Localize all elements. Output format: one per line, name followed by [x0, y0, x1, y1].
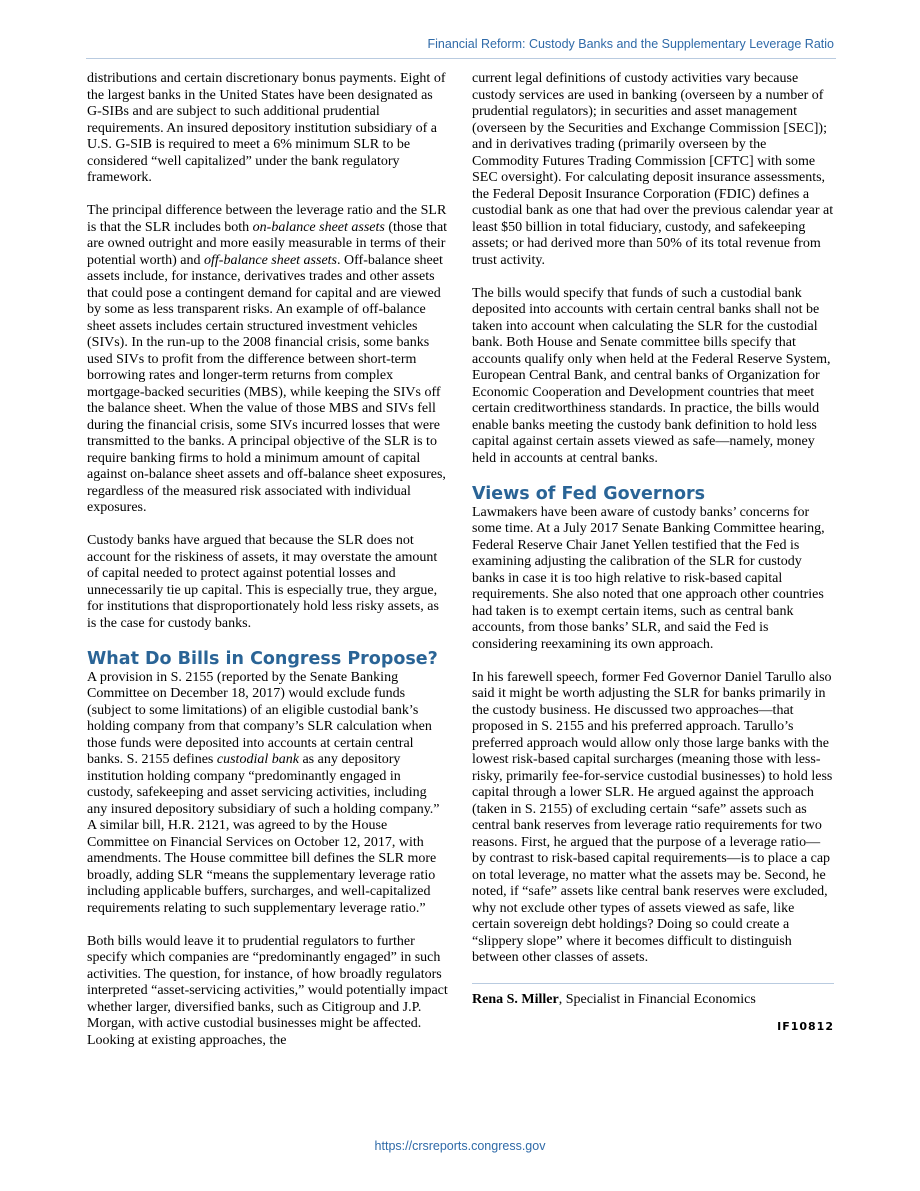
report-id: IF10812: [777, 1019, 834, 1033]
paragraph: Both bills would leave it to prudential regulators to further specify which companies are “predominantly engaged” in such activities. The question, for instance, of how broadly regulators interpreted “asset-servicing activities,” would potentially impact whether larger, diversified banks, such as Citigroup and J.P. Morgan, with active custodial businesses might be affected. Looking at existing approaches, the: [87, 933, 448, 1048]
footer-url-link[interactable]: https://crsreports.congress.gov: [374, 1139, 546, 1153]
section-heading: What Do Bills in Congress Propose?: [87, 648, 438, 669]
header-divider: [86, 58, 836, 59]
paragraph: Custody banks have argued that because the SLR does not account for the riskiness of assets, it may overstate the amount of capital needed to protect against potential losses and unnecessarily tie up capital. This is especially true, they argue, for institutions that disproportionately hold less risky assets, as is the case for custody banks.: [87, 533, 439, 631]
paragraph: In his farewell speech, former Fed Governor Daniel Tarullo also said it might be worth adjusting the SLR for banks primarily in the custody business. He discussed two approaches—that proposed in S. 2155 and his preferred approach. Tarullo’s preferred approach would allow only those large banks with the lowest risk-based capital surcharges (meaning those with less-risky, primarily fee-for-service custodial businesses) to hold less capital through a lower SLR. He argued against the approach (taken in S. 2155) of excluding certain “safe” assets such as central bank reserves from leverage ratio requirements for two reasons. First, he argued that the purpose of a leverage ratio—by contrast to risk-based capital requirements—is to place a cap on total leverage, no matter what the assets may be. Second, he noted, if “safe” assets like central bank reserves were excluded, why not exclude other types of assets viewed as safe, like certain sovereign debt holdings? Doing so could create a “slippery slope” where it becomes difficult to distinguish between other classes of assets.: [472, 669, 833, 965]
paragraph: current legal definitions of custody activities vary because custody services are used in banking (overseen by a number of prudential regulators); in securities and asset management (overseen by the Securities and Exchange Commission [SEC]); and in derivatives trading (primarily overseen by the Commodity Futures Trading Commission [CFTC] with some SEC oversight). For calculating deposit insurance assessments, the Federal Deposit Insurance Corporation (FDIC) defines a custodial bank as one that had over the previous calendar year at least $50 billion in total fiduciary, custody, and safekeeping assets; or had derived more than 50% of its total revenue from trust activity.: [472, 71, 834, 268]
right-column: [472, 71, 834, 1035]
section-heading: Views of Fed Governors: [472, 483, 706, 504]
paragraph: Lawmakers have been aware of custody banks’ concerns for some time. At a July 2017 Senate Banking Committee hearing, Federal Reserve Chair Janet Yellen testified that the Fed is examining adjusting the calibration of the SLR for custody banks in case it is too high relative to risk-based capital requirements. She also noted that one approach other countries had taken is to exempt certain items, such as central bank accounts, from those banks’ SLR, and said the Fed is considering reexamining its own approach.: [472, 504, 825, 652]
author-title: , Specialist in Financial Economics: [558, 992, 756, 1007]
author-name: Rena S. Miller: [472, 992, 559, 1007]
author-line: [472, 992, 834, 1009]
paragraph: distributions and certain discretionary bonus payments. Eight of the largest banks in the United States have been designated as G-SIBs and are subject to such additional prudential requirements. An insured depository institution subsidiary of a U.S. G-SIB is required to meet a 6% minimum SLR to be considered “well capitalized” under the bank regulatory framework.: [87, 71, 446, 185]
author-divider: [472, 983, 834, 984]
paragraph: The bills would specify that funds of such a custodial bank deposited into accounts with certain central banks shall not be taken into account when calculating the SLR for the custodial bank. Both House and Senate committee bills specify that accounts qualify only when held at the Federal Reserve System, European Central Bank, and central banks of Organization for Economic Cooperation and Development countries that meet certain creditworthiness standards. In practice, the bills would enable banks meeting the custody bank definition to hold less capital against certain assets viewed as safe—namely, money held in accounts at central banks.: [472, 285, 831, 466]
left-column: [87, 71, 449, 1066]
paragraph: A provision in S. 2155 (reported by the Senate Banking Committee on December 18, 2017) would exclude funds (subject to some limitations) of an eligible custodial bank’s holding company from that company’s SLR calculation when those funds were deposited into accounts at certain central banks. S. 2155 defines custodial bank as any depository institution holding company “predominantly engaged in custody, safekeeping and asset servicing activities, including any insured depository subsidiary of such a holding company.” A similar bill, H.R. 2121, was agreed to by the House Committee on Financial Services on October 12, 2017, with amendments. The House committee bill defines the SLR more broadly, adding SLR “means the supplementary leverage ratio including applicable buffers, surcharges, and well-capitalized requirements relating to such supplementary leverage ratio.”: [87, 669, 440, 916]
running-header: Financial Reform: Custody Banks and the Supplementary Leverage Ratio: [427, 37, 834, 51]
paragraph: The principal difference between the leverage ratio and the SLR is that the SLR includes both on-balance sheet assets (those that are owned outright and more easily measurable in terms of their potential worth) and off-balance sheet assets. Off-balance sheet assets include, for instance, derivatives trades and other assets that could pose a contingent demand for capital and are viewed by some as less transparent risks. An example of off-balance sheet assets includes certain structured investment vehicles (SIVs). In the run-up to the 2008 financial crisis, some banks used SIVs to profit from the difference between short-term borrowing rates and longer-term returns from complex mortgage-backed securities (MBS), while keeping the SIVs off the balance sheet. When the value of those MBS and SIVs fell during the financial crisis, some SIVs incurred losses that were transmitted to the banks. A principal objective of the SLR is to require banking firms to hold a minimum amount of capital against on-balance sheet assets and off-balance sheet exposures, regardless of the measured risk associated with individual exposures.: [87, 203, 448, 515]
